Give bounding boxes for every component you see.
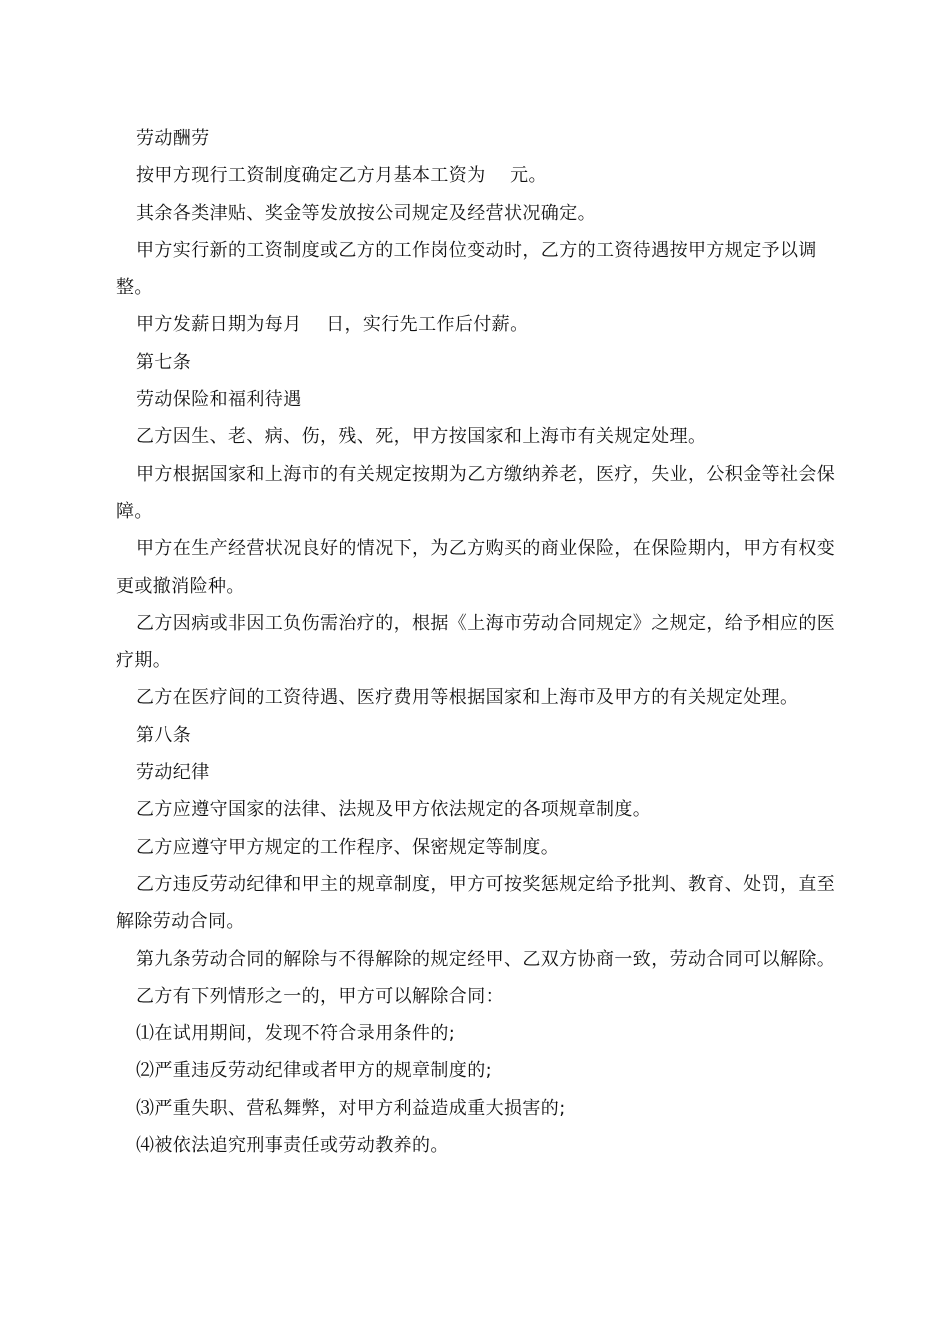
paragraph: 乙方应遵守国家的法律、法规及甲方依法规定的各项规章制度。 — [136, 799, 652, 821]
list-item: ⑶严重失职、营私舞弊，对甲方利益造成重大损害的; — [136, 1097, 566, 1119]
article-number: 第七条 — [136, 351, 192, 373]
paragraph: 乙方违反劳动纪律和甲主的规章制度，甲方可按奖惩规定给予批判、教育、处罚，直至解除劳动合同。 — [116, 873, 836, 933]
paragraph: 按甲方现行工资制度确定乙方月基本工资为 元。 — [136, 165, 547, 187]
document-body — [116, 120, 836, 1164]
paragraph: 其余各类津贴、奖金等发放按公司规定及经营状况确定。 — [136, 202, 596, 224]
paragraph: 乙方应遵守甲方规定的工作程序、保密规定等制度。 — [136, 836, 560, 858]
paragraph: 乙方在医疗间的工资待遇、医疗费用等根据国家和上海市及甲方的有关规定处理。 — [136, 687, 799, 709]
paragraph: 甲方在生产经营状况良好的情况下，为乙方购买的商业保险，在保险期内，甲方有权变更或撤消险种。 — [116, 538, 836, 597]
section-heading: 劳动酬劳 — [136, 128, 210, 149]
paragraph: 乙方因生、老、病、伤，残、死，甲方按国家和上海市有关规定处理。 — [136, 426, 707, 448]
section-heading: 劳动纪律 — [136, 762, 210, 784]
paragraph: 甲方实行新的工资制度或乙方的工作岗位变动时，乙方的工资待遇按甲方规定予以调整。 — [116, 239, 817, 299]
paragraph: 甲方发薪日期为每月 日，实行先工作后付薪。 — [136, 314, 529, 336]
section-heading: 劳动保险和福利待遇 — [136, 389, 302, 411]
list-item: ⑷被依法追究刑事责任或劳动教养的。 — [136, 1135, 449, 1157]
paragraph: 第九条劳动合同的解除与不得解除的规定经甲、乙双方协商一致，劳动合同可以解除。 — [136, 948, 836, 970]
paragraph: 乙方有下列情形之一的，甲方可以解除合同： — [136, 985, 504, 1007]
paragraph: 甲方根据国家和上海市的有关规定按期为乙方缴纳养老，医疗，失业，公积金等社会保障。 — [116, 463, 836, 522]
list-item: ⑵严重违反劳动纪律或者甲方的规章制度的; — [136, 1060, 493, 1082]
paragraph: 乙方因病或非因工负伤需治疗的，根据《上海市劳动合同规定》之规定，给予相应的医疗期。 — [116, 612, 836, 672]
article-number: 第八条 — [136, 724, 192, 746]
list-item: ⑴在试用期间，发现不符合录用条件的; — [136, 1023, 456, 1045]
